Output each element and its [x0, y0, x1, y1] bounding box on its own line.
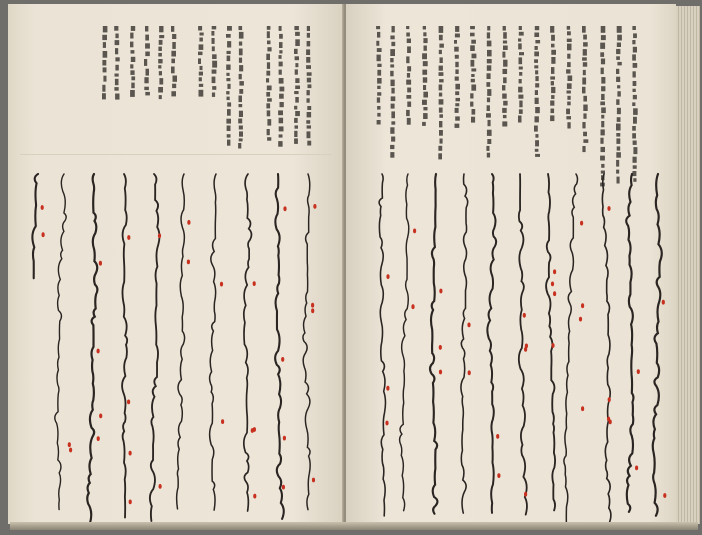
annotation-column	[211, 26, 217, 97]
vermilion-mark	[158, 233, 161, 238]
vermilion-mark	[580, 221, 583, 226]
vermilion-mark	[662, 300, 665, 305]
text-column	[379, 174, 385, 516]
vermilion-mark	[69, 448, 72, 453]
right-page-calligraphy	[346, 4, 676, 524]
annotation-column	[158, 26, 164, 99]
text-column	[87, 174, 97, 524]
annotation-column	[198, 26, 204, 97]
vermilion-mark	[385, 421, 388, 426]
annotation-column	[616, 26, 622, 184]
text-column	[177, 174, 185, 509]
vermilion-mark	[386, 274, 389, 279]
vermilion-mark	[68, 442, 71, 447]
vermilion-mark	[159, 484, 162, 489]
vermilion-mark	[635, 466, 638, 471]
text-column	[653, 174, 662, 516]
vermilion-mark	[581, 303, 584, 308]
annotation-column	[144, 26, 150, 95]
vermilion-mark	[386, 386, 389, 391]
vermilion-mark	[127, 235, 130, 240]
vermilion-mark	[607, 206, 610, 211]
vermilion-mark	[251, 428, 254, 433]
vermilion-mark	[99, 261, 102, 266]
text-column	[55, 174, 66, 510]
annotation-column	[502, 26, 508, 127]
annotation-column	[226, 26, 232, 146]
annotation-column	[376, 26, 382, 125]
open-book	[8, 4, 700, 532]
annotation-column	[102, 26, 107, 99]
vermilion-mark	[497, 473, 500, 478]
text-column	[602, 174, 611, 522]
vermilion-mark	[468, 370, 471, 375]
vermilion-mark	[439, 370, 442, 375]
vermilion-mark	[524, 492, 527, 497]
annotation-column	[438, 26, 444, 159]
vermilion-mark	[42, 232, 45, 237]
annotation-column	[486, 26, 492, 158]
vermilion-mark	[127, 400, 130, 405]
text-column	[564, 174, 578, 524]
vermilion-mark	[97, 436, 100, 441]
text-column	[32, 174, 38, 278]
vermilion-mark	[581, 406, 584, 411]
vermilion-mark	[663, 493, 666, 498]
vermilion-mark	[411, 304, 414, 309]
annotation-column	[550, 26, 556, 121]
text-column	[122, 174, 127, 518]
left-page	[8, 4, 344, 524]
annotation-column	[518, 26, 524, 123]
text-column	[400, 174, 409, 511]
annotation-column	[171, 26, 177, 96]
text-column	[430, 174, 437, 514]
annotation-column	[534, 26, 540, 157]
annotation-column	[294, 26, 300, 144]
annotation-column	[406, 26, 411, 125]
left-page-calligraphy	[8, 4, 344, 524]
vermilion-mark	[187, 220, 190, 225]
vermilion-mark	[439, 345, 442, 350]
annotation-column	[422, 26, 428, 126]
vermilion-mark	[129, 451, 132, 456]
annotation-column	[600, 26, 606, 186]
vermilion-mark	[579, 317, 582, 322]
annotation-column	[470, 26, 476, 123]
page-stack	[676, 6, 700, 524]
vermilion-mark	[313, 204, 316, 209]
vermilion-mark	[253, 494, 256, 499]
vermilion-mark	[220, 282, 223, 287]
annotation-column	[306, 26, 312, 146]
vermilion-mark	[525, 344, 528, 349]
vermilion-mark	[312, 478, 315, 483]
text-column	[210, 174, 216, 510]
vermilion-mark	[253, 281, 256, 286]
text-column	[626, 174, 633, 512]
vermilion-mark	[413, 229, 416, 234]
text-column	[244, 174, 252, 511]
vermilion-mark	[523, 313, 526, 318]
annotation-column	[454, 26, 460, 128]
vermilion-mark	[551, 282, 554, 287]
vermilion-mark	[281, 357, 284, 362]
annotation-column	[238, 26, 244, 149]
vermilion-mark	[637, 369, 640, 374]
vermilion-mark	[282, 485, 285, 490]
text-column	[275, 174, 284, 519]
vermilion-mark	[467, 323, 470, 328]
vermilion-mark	[129, 500, 132, 505]
annotation-column	[632, 26, 638, 182]
vermilion-mark	[553, 291, 556, 296]
vermilion-mark	[439, 289, 442, 294]
vermilion-mark	[311, 308, 314, 313]
annotation-column	[390, 26, 395, 158]
annotation-column	[582, 26, 588, 152]
text-column	[487, 174, 496, 513]
book-bottom-edge	[10, 522, 698, 530]
text-column	[303, 174, 310, 510]
text-column	[546, 174, 555, 510]
annotation-column	[278, 26, 284, 147]
vermilion-mark	[283, 436, 286, 441]
annotation-column	[114, 26, 120, 100]
vermilion-mark	[41, 205, 44, 210]
vermilion-mark	[551, 343, 554, 348]
text-column	[461, 174, 468, 513]
vermilion-mark	[187, 260, 190, 265]
annotation-column	[130, 26, 135, 97]
vermilion-mark	[311, 303, 314, 308]
vermilion-mark	[99, 414, 102, 419]
vermilion-mark	[608, 397, 611, 402]
vermilion-mark	[496, 434, 499, 439]
vermilion-mark	[609, 420, 612, 425]
vermilion-mark	[221, 419, 224, 424]
vermilion-mark	[97, 349, 100, 354]
annotation-column	[566, 26, 572, 129]
annotation-column	[266, 26, 272, 141]
vermilion-mark	[283, 206, 286, 211]
text-column	[150, 174, 160, 521]
right-page	[346, 4, 676, 524]
vermilion-mark	[553, 269, 556, 274]
